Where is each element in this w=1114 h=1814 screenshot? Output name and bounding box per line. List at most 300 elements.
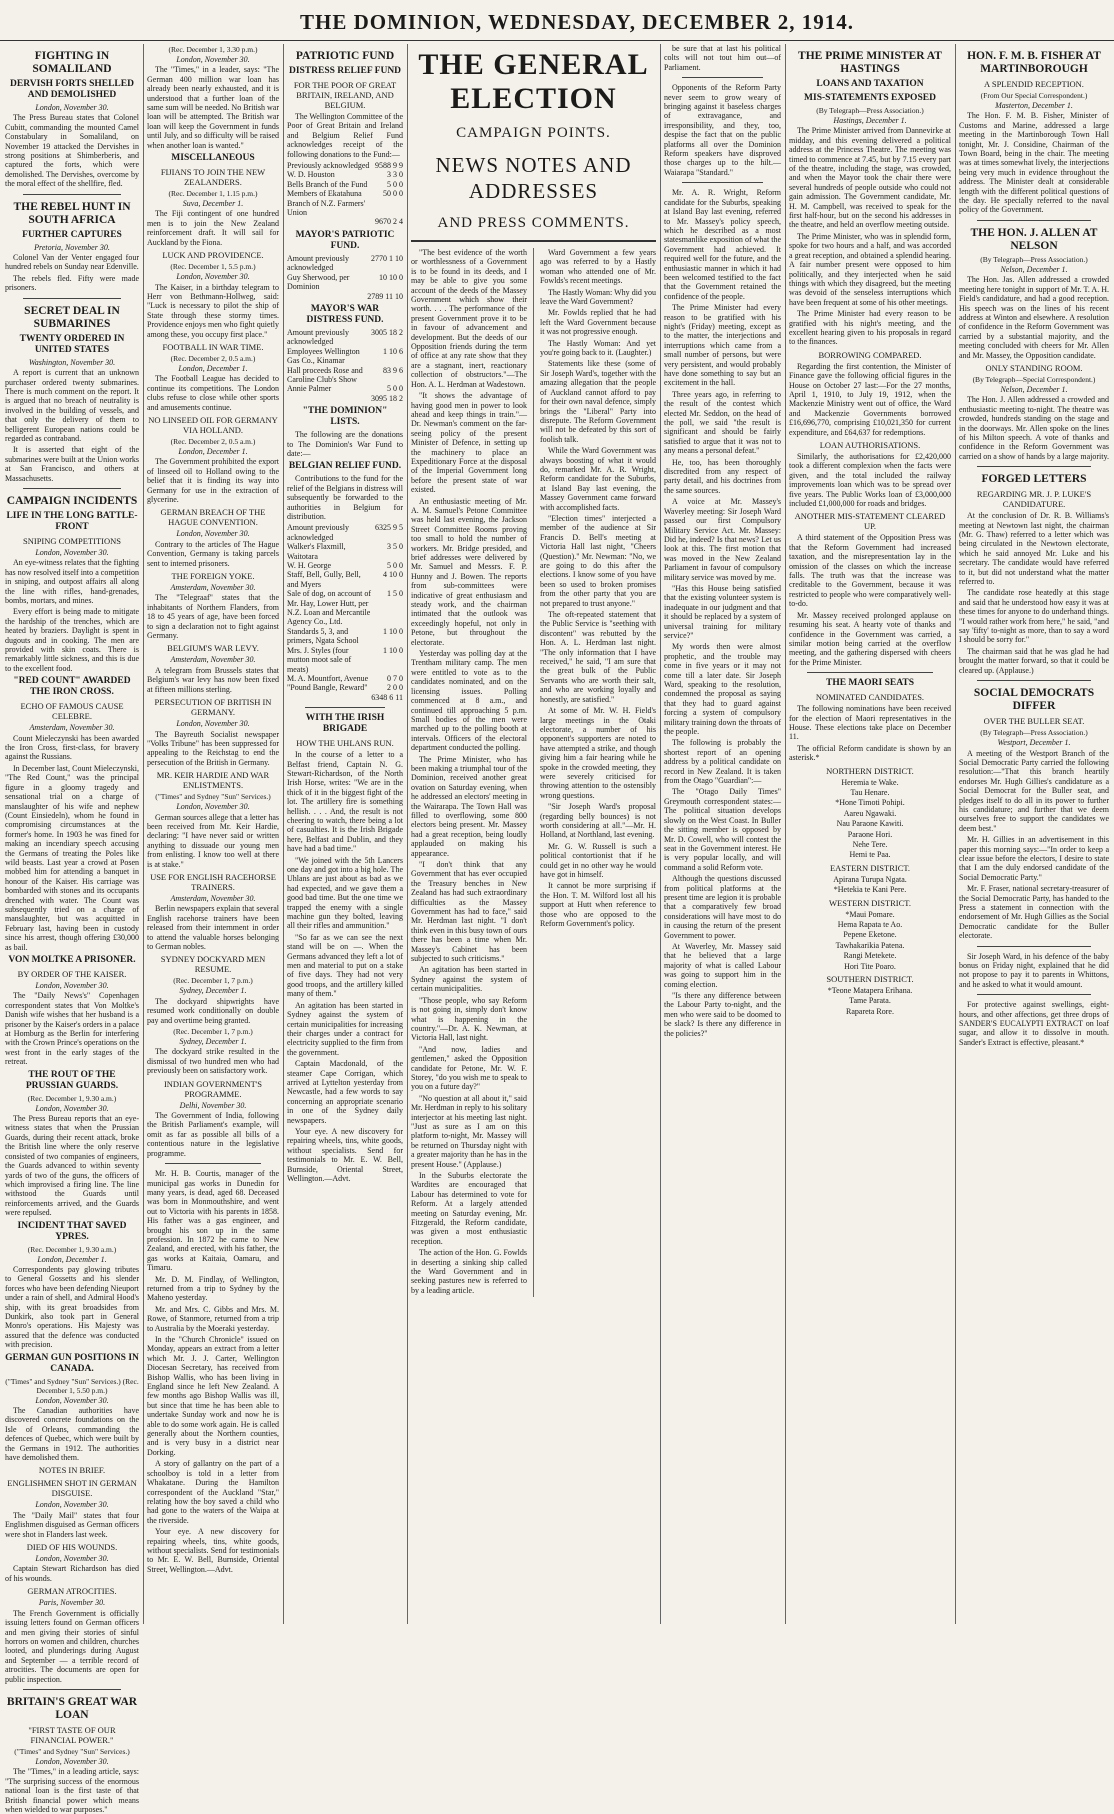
table-row xyxy=(287,683,403,692)
divider xyxy=(682,182,763,183)
dateline: London, December 1. xyxy=(178,363,248,373)
section-heading: FOOTBALL IN WAR TIME. xyxy=(162,341,264,352)
article-paragraph: Ward Government a few years ago was referred to by a Hastly woman who attended one of Mr. Fowlds's recent meetings. xyxy=(539,248,656,286)
dateline: Amsterdam, November 30. xyxy=(170,583,256,593)
section-heading: BELGIUM'S WAR LEVY. xyxy=(167,643,259,654)
article-paragraph: Contributions to the fund for the relief of the Belgians in distress will subsequently be forwarded to the authorities in Belgium for distribution. xyxy=(287,474,403,521)
table-row xyxy=(287,161,403,170)
donor-name: Bells Branch of the Fund xyxy=(287,179,368,189)
article-paragraph: A telegram from Brussels states that Belgium's war levy has now been fixed at fifteen millions sterling. xyxy=(147,665,279,694)
candidate-name: Rapareta Rore. xyxy=(846,1006,894,1016)
table-total xyxy=(287,394,403,403)
candidate-name: Hori Tite Poaro. xyxy=(844,961,896,971)
section-heading: USE FOR ENGLISH RACEHORSE TRAINERS. xyxy=(150,871,276,892)
table-row xyxy=(287,589,403,627)
article-paragraph: The action of the Hon. G. Fowlds in deserting a sinking ship called the Ward Government and in seeking pastures new is referred to by a leading article. xyxy=(411,1248,528,1295)
section-heading: NO LINSEED OIL FOR GERMANY VIA HOLLAND. xyxy=(148,414,278,435)
section-heading: LUCK AND PROVIDENCE. xyxy=(162,250,264,261)
headline: THE PRIME MINISTER AT HASTINGS xyxy=(798,50,942,75)
column-rule xyxy=(407,44,408,1624)
dateline: Masterton, December 1. xyxy=(995,101,1073,110)
article-paragraph: An eye-witness relates that the fighting has now resolved itself into a competition in sniping, and outpost affairs all along the line with rifles, hand-grenades, bombs, mortars, and mines. xyxy=(5,558,139,605)
article-paragraph: My words then were almost prophetic, and the trouble may come in five years or it may not come till a later date. Sir Joseph Ward, speaking to the resolution, condemned the proposal as saying that they had to guard against forcing a system of compulsory military training down the throats of the people. xyxy=(664,642,781,737)
district-heading: EASTERN DISTRICT. xyxy=(829,862,911,873)
article-paragraph: An agitation has been started in Sydney against the system of certain municipalities. xyxy=(411,965,528,994)
received-note: ("Times" and Sydney "Sun" Services.) xyxy=(155,792,271,802)
headline: PATRIOTIC FUND xyxy=(295,50,395,62)
total-amount: 3095 18 2 xyxy=(371,393,403,403)
article-paragraph: The Prime Minister, who has been making a triumphal tour of the Dominion, received another great ovation on Saturday evening, when he addressed an electors' meeting in the Wairarapa. The Town Hall was filled to overflowing, some 800 electors being present. Mr. Massey had a great reception, being loudly applauded on making his appearance. xyxy=(411,754,528,858)
article-paragraph: At Waverley, Mr. Massey said that he believed that a large majority of what is called Labour was going to support him in the coming election. xyxy=(664,941,781,989)
article-paragraph: Every effort is being made to mitigate the hardship of the trenches, which are heated by braziers. Daylight is spent in dugouts and in cooking. The men are provided with skin coats. There is remarkably little sickness, and this is due to the excellent food. xyxy=(5,607,139,673)
section-heading: PERSECUTION OF BRITISH IN GERMANY. xyxy=(154,697,272,718)
article-paragraph: In December last, Count Mieleczynski, "The Red Count," was the principal figure in a gloomy tragedy and sensational trial on a charge of manslaughter of his wife and nephew (Count Einsiedeln), whom he found in compromising circumstances at the former's home. In 1903 he was fined for making an incendiary speech accusing the Germans of treating the Poles like wild beasts. Last year a crowd at Posen mobbed him for attending a banquet in honour of the Kaiser. His carriage was bombarded with stones and its occupants drenched with water. The Count was subsequently tried on a charge of manslaughter, but was acquitted in February last, having been in custody since his arrest, though offering £30,000 as bail. xyxy=(5,763,139,952)
section-heading: SYDNEY DOCKYARD MEN RESUME. xyxy=(160,954,266,975)
divider xyxy=(977,994,1091,995)
article-paragraph: The candidate rose heatedly at this stage and said that he understood how easy it was at these times for anyone to do underhand things. "I would rather work from here," he said, "and say 'fifty' to-night as more, than to say a word I should be sorry for." xyxy=(959,588,1109,645)
donor-name: Sale of dog, on account of Mr. Hay, Lower Hutt, per N.Z. Loan and Mercantile Agency Co., Ltd. xyxy=(287,589,371,627)
dateline: London, November 30. xyxy=(35,103,109,112)
source-note: (By Telegraph—Press Association.) xyxy=(980,728,1088,738)
headline: SOCIAL DEMOCRATS DIFFER xyxy=(973,687,1095,713)
divider xyxy=(411,240,656,242)
headline: BRITAIN'S GREAT WAR LOAN xyxy=(6,1695,138,1721)
article-paragraph: Mr. H. B. Courtis, manager of the municipal gas works in Dunedin for many years, is dead, aged 68. Deceased was born in Monmouthshire, and went out to Victoria with his parents in 1858. His father was a gas engineer, and brought his son up in the same profession. In 1872 he came to New Zealand, and erected, with his father, the gas works at Kaitaia, Oamaru, and Timaru. xyxy=(147,1169,279,1273)
dateline: London, November 30. xyxy=(176,719,250,729)
article-paragraph: German sources allege that a letter has been received from Mr. Keir Hardie, declaring: "I have never said or written anything to dissuade our young men from enlisting. I know too well at there is at stake." xyxy=(147,812,279,869)
donor-name: Walker's Flaxmill, Waitotara xyxy=(287,542,346,561)
received-note: (Rec. December 1, 9.30 a.m.) xyxy=(27,1093,117,1103)
divider xyxy=(23,298,121,299)
donor-name: Annie Palmer xyxy=(287,384,332,394)
article-paragraph: The "Times," in a leader, says: "The German 400 million war loan has already been nearly exhausted, and it is understood that a further loan of the same sum will be needed. No British war loan will be attempted. The British war loan will keep the Government in funds until July, and so difficulty will be raised when another loan is wanted." xyxy=(147,65,279,150)
article-paragraph: The oft-repeated statement that the Public Service is "seething with discontent" was rebutted by the Hon. A. L. Herdman last night. "The only information that I have received," he said, "I am sure that the great bulk of the Public Servants who are worth their salt, and who are working loyally and honestly, are satisfied." xyxy=(539,610,656,704)
section-heading: HOW THE UHLANS RUN. xyxy=(296,738,394,749)
section-heading: BY ORDER OF THE KAISER. xyxy=(17,969,127,979)
article-paragraph: A report is current that an unknown purchaser ordered twenty submarines. There is much comment on the report. It is argued that no breach of neutrality is involved in the building of vessels, and that only the delivery of them to belligerent European nations could be regarded as contraband. xyxy=(5,368,139,443)
candidate-name: *Maui Pomare. xyxy=(845,909,895,919)
article-paragraph: The Hastly Woman: And yet you're going back to it. (Laughter.) xyxy=(539,338,656,358)
received-note: ("Times" and Sydney "Sun" Services.) (Rec. December 1, 5.50 p.m.) xyxy=(5,1376,139,1395)
article-paragraph: Similarly, the authorisations for £2,420,000 took a different complexion when the facts were given, and the total included the railway improvements loan which was to be spread over five years. The Public Works loan of £3,000,000 included £1,000,000 for roads and bridges. xyxy=(789,452,951,509)
section-heading: INDIAN GOVERNMENT'S PROGRAMME. xyxy=(163,1078,263,1099)
article-paragraph: "We joined with the 5th Lancers one day and got into a big hole. The Uhlans are just about as bad as we had expected, and we gave them a good bad time. But the one time we trapped the enemy with a single machine gun they bolted, leaving all their rifles and ammunition." xyxy=(287,855,403,931)
donation-amount: 5 0 0 xyxy=(387,179,403,189)
advertisement: Your eye. A new discovery for repairing wheels, tins, white goods, without specialists. Send for testimonials to Mr. E. W. Bell, Burnside, Oriental Street, Wellington.—Advt. xyxy=(287,1126,403,1183)
section-heading: MR. KEIR HARDIE AND WAR ENLISTMENTS. xyxy=(156,770,270,791)
dateline: Hastings, December 1. xyxy=(833,116,907,125)
divider xyxy=(165,1163,261,1164)
donation-amount: 0 7 0 xyxy=(387,673,403,683)
candidate-name: *Hetekia te Kani Pere. xyxy=(833,885,907,895)
article-paragraph: The following are the donations to The Dominion's War Fund to date:— xyxy=(287,430,403,458)
headline: FIGHTING IN SOMALILAND xyxy=(32,50,112,75)
article-paragraph: The "Daily News's" Copenhagen correspondent states that Von Moltke's Danish wife wishes that her husband is a prisoner by the Kaiser's orders in a palace at Homburg as the Berlin for interfering with the Crown Prince's operations on the west front in the early stages of the retreat. xyxy=(5,991,139,1067)
table-total xyxy=(287,217,403,226)
source-note: (By Telegraph—Press Association.) xyxy=(816,106,924,115)
subheadline: "RED COUNT" AWARDED THE IRON CROSS. xyxy=(13,676,131,698)
article-paragraph: The Press Bureau reports that an eye-witness states that when the Prussian Guards, during their recent attack, broke the British line where the only reserve consisted of two companies of engineers, the Guards advanced to within seventy yards of two of the guns, the officers of which improvised a firing line. The line withstood the Guards until reinforcements arrived, and the Guards were repulsed. xyxy=(5,1114,139,1218)
article-paragraph: The Hon. Jas. Allen addressed a crowded meeting here tonight in support of Mr. T. A. H. Field's candidature, and had a good reception. His speech was on the lines of his recent address at Winton and elsewhere. A resolution of confidence in the Reform Government was carried by a substantial majority, and the meeting concluded with cheers for Mr. Allen and Mr. Massey, the Opposition candidate. xyxy=(959,275,1109,360)
donor-name: W. D. Houston xyxy=(287,170,335,180)
dateline: London, December 1. xyxy=(37,1254,107,1264)
section-heading: REGARDING MR. J. P. LUKE'S CANDIDATURE. xyxy=(976,489,1092,510)
article-paragraph: A meeting of the Westport Branch of the Social Democratic Party carried the following resolution:—"That this branch heartily endorses Mr. Hugh Gillies's candidature as a Social Democrat for the Buller seat, and pledges itself to do all in its power to further his candidature; and further that we deem ourselves free to support the candidates we deem best." xyxy=(959,748,1109,833)
donor-name: Previously acknowledged xyxy=(287,161,370,171)
election-section xyxy=(411,44,656,1624)
subheadline: DISTRESS RELIEF FUND xyxy=(288,66,402,76)
subheadline: TWENTY ORDERED IN UNITED STATES xyxy=(19,333,125,355)
donor-name: Employees Wellington Gas Co., Kinamar xyxy=(287,346,360,366)
donation-amount: 4 10 0 xyxy=(383,570,403,580)
article-paragraph: The Kaiser, in a birthday telegram to Herr von Bethmann-Hollweg, said: "Luck is necessary to pilot the ship of State through these stormy times. Providence enjoys men who fight quietly among these, you occupy first place." xyxy=(147,282,279,339)
article-paragraph: Correspondents pay glowing tributes to General Gossetts and his slender forces who have been defending Nieuport under a rain of shell, and Admiral Hood's ship, with its great broadsides from Dunkirk, also took part in General Monro's operations. His Majesty was assured that the defence was conducted with precision. xyxy=(5,1264,139,1350)
table-total xyxy=(287,693,403,702)
subheadline: LIFE IN THE LONG BATTLE-FRONT xyxy=(6,510,138,532)
headline: FORGED LETTERS xyxy=(981,473,1087,486)
article-paragraph: Captain Macdonald, of the steamer Cape Corrigan, which arrived at Lyttelton yesterday from Newcastle, had a few words to say concerning an appropriate scenario in one of the Sydney daily newspapers. xyxy=(287,1059,403,1125)
article-paragraph: The "Times," in a leading article, says: "The surprising success of the enormous national loan is the first taste of that British financial power which means when wielded to war purposes." xyxy=(5,1767,139,1814)
section-heading: LOAN AUTHORISATIONS. xyxy=(819,440,921,450)
divider xyxy=(305,707,385,708)
donation-amount: 10 10 0 xyxy=(379,272,403,282)
article-paragraph: Mr. F. Fraser, national secretary-treasurer of the Social Democratic Party, has handed to the Press a statement in connection with the endorsement of Mr. Hugh Gillies as the Social Democratic candidate for the Buller electorate. xyxy=(959,884,1109,941)
article-paragraph: The "Otago Daily Times" Greymouth correspondent states:—The political situation develops slowly on the West Coast. In Buller the sitting member is opposed by Mr. D. Cowell, who will contest the seat in the Government interest. He is very popular locally, and will command a solid Reform vote. xyxy=(664,787,781,872)
article-paragraph: Captain Stewart Richardson has died of his wounds. xyxy=(5,1564,139,1583)
article-paragraph: The chairman said that he was glad he had brought the matter forward, so that it could be cleared up. (Applause.) xyxy=(959,646,1109,675)
section-heading: "FIRST TASTE OF OUR FINANCIAL POWER." xyxy=(28,1724,116,1745)
advertisement: For protective against swellings, eight-hours, and other affections, get three drops of SANDER'S EUCALYPTI EXTRACT on loaf sugar, and allow it to dissolve in mouth. Sander's Extract is effective, pleasant.* xyxy=(959,1000,1109,1047)
article-paragraph: Mr. and Mrs. C. Gibbs and Mrs. M. Rowe, of Stanmore, returned from a trip to Australia by the Moeraki yesterday. xyxy=(147,1304,279,1333)
dateline: London, November 30. xyxy=(176,272,250,282)
article-paragraph: The following nominations have been received for the election of Maori representatives in the House. These elections take place on December 11. xyxy=(789,704,951,742)
article-paragraph: An enthusiastic meeting of Mr. A. M. Samuel's Petone Committee was held last evening, the Jackson Street Committee Rooms proving too small to hold the number of workers. Mr. Bridge presided, and brief addresses were delivered by Mr. Samuel and Messrs. F. P. Hunny and J. Bowen. The reports from sub-committees were indicative of great enthusiasm and steady work, and the chairman intimated that the outlook was exceedingly hopeful, not only in Petone, but throughout the electorate. xyxy=(411,496,528,647)
election-subheadline: CAMPAIGN POINTS. xyxy=(456,125,611,141)
masthead-title: THE DOMINION, WEDNESDAY, DECEMBER 2, 1914. xyxy=(300,10,855,34)
headline: HON. F. M. B. FISHER AT MARTINBOROUGH xyxy=(967,50,1101,75)
donations-table xyxy=(287,161,403,227)
candidate-name: Tawhakarikia Patena. xyxy=(835,940,905,950)
received-note: (Rec. December 1, 7 p.m.) xyxy=(173,976,253,986)
article-paragraph: The Hon. F. M. B. Fisher, Minister of Customs and Marine, addressed a large meeting in the Martinborough Town Hall tonight, Mr. J. Considine, Chairman of the Town Board, being in the chair. The meeting was at times somewhat lively, the interjections being very much in evidence throughout the address. The Minister dealt at considerable length with the different political questions of the day. He specially referred to the naval policy of the Government. xyxy=(959,111,1109,215)
article-paragraph: At some of Mr. W. H. Field's large meetings in the Otaki electorate, a number of his opponent's supporters are noted to have attempted a strike, and though giving him a fair hearing while he spoke in the crowded meeting, they were severely criticised for throwing attention to the ostensibly wrong questions. xyxy=(539,706,656,800)
article-paragraph: The Government prohibited the export of linseed oil to Holland owing to the belief that it is finding its way into Germany for use in the extraction of glycerine. xyxy=(147,457,279,504)
divider xyxy=(977,946,1091,947)
article-paragraph: It cannot be more surprising if the Hon. T. M. Wilford lost all his support at Hutt when reference to those who are opposed to the Reform Government's policy. xyxy=(539,881,656,929)
article-paragraph: "And now, ladies and gentlemen," asked the Opposition candidate for Petone, Mr. W. F. Storey, "do you wish me to speak to you on a future day?" xyxy=(411,1044,528,1092)
article-paragraph: An agitation has been started in Sydney against the system of certain municipalities for increasing their charges under a contract for electricity supplied to the firm from the government. xyxy=(287,1000,403,1057)
article-paragraph: "Election times" interjected a member of the audience at Sir Francis D. Bell's meeting at Victoria Hall last night, "Cheers (Question)." Mr. Newman: "No, we are going to do this after the elections. I know some of you have been so used to broken promises from the other party that you are not prepared to trust anyone." xyxy=(539,513,656,608)
candidate-name: Nehe Tere. xyxy=(852,840,888,849)
section-heading: GERMAN BREACH OF THE HAGUE CONVENTION. xyxy=(160,507,266,528)
donation-amount: 50 0 0 xyxy=(383,189,403,199)
source-note: (From Our Special Correspondent.) xyxy=(980,91,1088,100)
table-row xyxy=(287,570,403,589)
dateline: Nelson, December 1. xyxy=(1000,264,1068,274)
donation-amount: 1 5 0 xyxy=(387,589,403,599)
table-row xyxy=(287,170,403,179)
dateline: Westport, December 1. xyxy=(997,738,1071,748)
article-paragraph: Berlin newspapers explain that several English racehorse trainers have been released from their internment in order to attend the valuable horses belonging to German nobles. xyxy=(147,904,279,951)
received-note: (Rec. December 1, 3.30 p.m.) xyxy=(168,45,258,54)
article-paragraph: "Is there any difference between the Labour Party to-night, and the men who were said to be doomed to be slack? Is there any difference in the policies?" xyxy=(664,991,781,1038)
dateline: Sydney, December 1. xyxy=(179,986,247,996)
table-row xyxy=(287,561,403,570)
advertisement: Your eye. A new discovery for repairing wheels, tins, white goods, without specialists. Send for testimonials to Mr. E. W. Bell, Burnside, Oriental Street, Wellington.—Advt. xyxy=(147,1527,279,1574)
dateline: Amsterdam, November 30. xyxy=(29,723,115,733)
dateline: London, November 30. xyxy=(35,1395,109,1405)
article-paragraph: The following is probably the shortest report of an opening address by a political candidate on record in New Zealand. It is taken from the Otago "Guardian":— xyxy=(664,738,781,786)
article-paragraph: A third statement of the Opposition Press was that the Reform Government had increased taxation, and the misrepresentation lay in the omission of the classes on which the increase falls. The truth was that the increase was creditable to the Government, because it was restricted to people who were comparatively well-to-do. xyxy=(789,533,951,609)
column-1 xyxy=(5,44,139,1814)
article-paragraph: He, too, has been thoroughly discredited from any respect of party detail, and his doctrines from the same sources. xyxy=(664,457,781,495)
donor-name: "Pound Bangle, Reward" xyxy=(287,683,368,693)
dateline: London, December 1. xyxy=(178,446,248,456)
article-paragraph: It is asserted that eight of the submarines were built at the Union works at San Francisco, and others at Massachusetts. xyxy=(5,445,139,483)
donation-amount: 9588 9 9 xyxy=(375,161,403,171)
subheadline: THE MAORI SEATS xyxy=(826,678,914,689)
column-rule xyxy=(143,44,144,1624)
article-paragraph: In the "Church Chronicle" issued on Monday, appears an extract from a letter which Mr. J. J. Carter, Wellington Diocesan Secretary, has received from Bishop Wallis, who has been living in England since he left New Zealand. A few months ago Bishop Wallis was ill, but since that time he has been able to undertake Sunday work and now he is able to do some work again. He is called generally about the Northern counties, and is very busy in a district near Dorking. xyxy=(147,1335,279,1457)
column-rule xyxy=(533,248,534,1297)
election-headline: NEWS NOTES AND ADDRESSES xyxy=(435,153,632,203)
article-paragraph: Mr. G. W. Russell is such a political contortionist that if he could get in no other way he would have got in himself. xyxy=(539,841,656,879)
headline: CAMPAIGN INCIDENTS xyxy=(6,494,138,507)
donor-name: Members of Ekatahuna Branch of N.Z. Farmers' Union xyxy=(287,189,366,218)
election-left-column xyxy=(411,248,527,1297)
candidate-name: Nau Paraone Kawiti. xyxy=(836,819,904,829)
election-subheadline: AND PRESS COMMENTS. xyxy=(437,215,630,231)
donation-amount: 1 10 0 xyxy=(383,626,403,636)
dateline: London, November 30. xyxy=(35,1756,109,1766)
section-heading: GERMAN ATROCITIES. xyxy=(27,1586,117,1597)
table-row xyxy=(287,273,403,292)
dateline: Amsterdam, November 30. xyxy=(170,655,256,665)
dateline: London, November 30. xyxy=(35,981,109,990)
table-row xyxy=(287,542,403,561)
article-paragraph: "Has this House being satisfied that the existing volunteer system is inadequate in our judgment and that it should be replaced by a system of universal training for military service?" xyxy=(664,583,781,640)
section-heading: THE FOREIGN YOKE. xyxy=(171,571,255,582)
article-paragraph: The dockyard strike resulted in the dismissal of two hundred men who had previously been on satisfactory work. xyxy=(147,1047,279,1076)
divider xyxy=(807,672,933,673)
article-paragraph: "It shows the advantage of having good men in power to look ahead and keep things in train."—Dr. Newman's comment on the far-seeing policy of the present Minister of Defence, in setting up the machinery to place an Expeditionary Force at the disposal of the Imperial Government long before the present state of war existed. xyxy=(411,391,528,495)
received-note: (Rec. December 1, 7 p.m.) xyxy=(173,1027,253,1037)
article-paragraph: Although the questions discussed from political platforms at the present time are legion it is probable that a comparatively few broad considerations will have most to do in causing the return of the present Government to power. xyxy=(664,874,781,940)
article-paragraph: The Bayreuth Socialist newspaper "Volks Tribune" has been suppressed for appealing to the Reichstag to end the persecution of the British in Germany. xyxy=(147,729,279,767)
section-heading: OVER THE BULLER SEAT. xyxy=(983,716,1085,727)
dateline: London, November 30. xyxy=(35,1554,109,1564)
section-heading: SNIPING COMPETITIONS xyxy=(23,535,121,546)
subheadline: MAYOR'S WAR DISTRESS FUND. xyxy=(306,303,384,325)
article-paragraph: "Sir Joseph Ward's proposal (regarding belly bounces) is not worth considering at all."—Mr. H. Holland, at Northland, last evening. xyxy=(539,802,656,840)
candidate-name: Pepene Eketone. xyxy=(843,930,897,940)
headline: THE REBEL HUNT IN SOUTH AFRICA xyxy=(13,200,131,226)
article-paragraph: The Prime Minister, who was in splendid form, spoke for two hours and a half, and was accorded a great reception, and obtained a splendid hearing. A fair number present were opposed to him politically, and they interjected when he said things with which they disagreed, but the meeting was devoid of the senseless interruptions which have been frequent at some of his other meetings. xyxy=(789,231,951,307)
table-row xyxy=(287,347,403,366)
table-row xyxy=(287,366,403,385)
headline: THE HON. J. ALLEN AT NELSON xyxy=(970,226,1098,252)
article-paragraph: "I don't think that any Government that has ever occupied the Treasury benches in New Zealand has had such extraordinary difficulties as the Massey Government has had to face," said Mr. Herdman last night. "I don't think even in this busy town of ours there has been a time when Mr. Massey's Cabinet has been subjected to such criticisms." xyxy=(411,860,528,964)
article-paragraph: A story of gallantry on the part of a schoolboy is told in a letter from Whakatane. During the Hamilton correspondent of the Auckland "Star," relating how the boy saved a child who had gone to the waters of the Waipa at the riverside. xyxy=(147,1459,279,1525)
article-paragraph: At the conclusion of Dr. R. B. Williams's meeting at Newtown last night, the chairman (Mr. G. Thaw) referred to a letter which was being circulated in the Newtown electorate, which he said annoyed Mr. Luke and his secretary. The candidate would have referred to it, but did not understand what the matter referred to. xyxy=(959,511,1109,587)
section-heading: BORROWING COMPARED. xyxy=(818,349,922,360)
article-paragraph: The dockyard shipwrights have resumed work conditionally on double pay and overtime being granted. xyxy=(147,996,279,1025)
article-paragraph: Mr. D. M. Findlay, of Wellington, returned from a trip to Sydney by the Maheno yesterday. xyxy=(147,1274,279,1303)
subheadline: WITH THE IRISH BRIGADE xyxy=(305,713,385,735)
received-note: (Rec. December 2, 0.5 a.m.) xyxy=(170,436,256,446)
article-paragraph: Mr. Massey received prolonged applause on resuming his seat. A hearty vote of thanks and confidence in the Government was carried, a similar motion being carried at the overflow meeting, and the gathering dispersed with cheers for the Prime Minister. xyxy=(789,610,951,667)
donor-name: Hall proceeds Rose and Caroline Club's Show xyxy=(287,365,363,384)
table-row xyxy=(287,189,403,217)
article-paragraph: The Hon. J. Allen addressed a crowded and enthusiastic meeting to-night. The theatre was crowded, hundreds standing on the stage and in the doorways. Mr. Allen spoke on the lines of his Milton speech. A vote of thanks and confidence in the Reform Government was carried on a show of hands by a large majority. xyxy=(959,395,1109,461)
table-row xyxy=(287,674,403,683)
column-rule xyxy=(283,44,284,1624)
section-heading: FOR THE POOR OF GREAT BRITAIN, IRELAND, AND BELGIUM. xyxy=(293,80,397,110)
article-paragraph: Mr. A. R. Wright, Reform candidate for the Suburbs, speaking at Island Bay last evening, referred to Mr. Massey's policy speech, which he described as a most statesmanlike exposition of what the Government had achieved. It required well for the future, and the enthusiastic manner in which it had been welcomed testified to the fact that the Government retained the confidence of the people. xyxy=(664,188,781,301)
table-row xyxy=(287,646,403,674)
masthead xyxy=(0,0,1114,41)
column-2 xyxy=(147,44,279,1624)
candidate-name: Rangi Metekete. xyxy=(843,951,897,961)
article-paragraph: In the Suburbs electorate the Wardites are encouraged that Labour has determined to vote for Reform. At a largely attended meeting on Saturday evening, Mr. Fitzgerald, the Reform candidate, was given a most enthusiastic reception. xyxy=(411,1171,528,1246)
article-paragraph: "Those people, who say Reform is not going in, simply don't know what is happening in the country."—Dr. A. K. Newman, at Victoria Hall, last night. xyxy=(411,995,528,1043)
candidate-name: *Hone Timoti Pohipi. xyxy=(835,798,905,808)
section-heading: ANOTHER MIS-STATEMENT CLEARED UP. xyxy=(794,511,946,532)
source-note: (By Telegraph—Special Correspondent.) xyxy=(972,374,1096,384)
column-rule xyxy=(955,44,956,1624)
section-heading: NOMINATED CANDIDATES. xyxy=(815,692,925,703)
section-heading: DIED OF HIS WOUNDS. xyxy=(26,1542,118,1553)
dateline: Amsterdam, November 30. xyxy=(170,893,256,903)
table-total xyxy=(287,292,403,301)
donation-amount: 5 0 0 xyxy=(387,384,403,394)
dateline: Sydney, December 1. xyxy=(179,1037,247,1047)
received-note: (Rec. December 1, 9.30 a.m.) xyxy=(27,1244,117,1254)
column-rule xyxy=(785,44,786,1624)
article-paragraph: Regarding the first contention, the Minister of Finance gave the following official figures in the House on October 27 last:—For the 27 months, April 1, 1910, to July 19, 1912, when the Mackenzie Ministry went out of office, the Ward and Mackenzie Governments borrowed £16,696,770, comprising £10,021,350 for current expenditure, and £64,637 for redemptions. xyxy=(789,361,951,437)
column-6 xyxy=(664,44,781,1624)
article-paragraph: The rebels fled. Fifty were made prisoners. xyxy=(5,273,139,293)
donation-amount: 2 0 0 xyxy=(387,683,403,693)
article-paragraph: Statements like these (some of Sir Joseph Ward's, together with the amazing allegation that the people of Auckland cannot afford to pay for their own naval defence, simply brings the "Liberal" Party into disrepute. The Reform Government will not be defeated by this sort of foolish talk. xyxy=(539,359,656,444)
dateline: London, November 30. xyxy=(35,1103,109,1113)
headline: SECRET DEAL IN SUBMARINES xyxy=(24,304,120,330)
article-paragraph: In the course of a letter to a Belfast friend, Captain N. G. Stewart-Richardson, of the North Irish Horse, writes: "We are in the thick of it in the biggest fight of the lot. The artillery fire is something hellish. . . . And, the result is not cheering to watch, there being a lot of casualties. It is the Irish Brigade here, Belfast and Dublin, and they have had a bad time." xyxy=(287,750,403,854)
table-row xyxy=(287,384,403,393)
received-note: (Rec. December 1, 5.5 p.m.) xyxy=(170,262,256,272)
divider xyxy=(682,77,763,78)
dateline: Paris, November 30. xyxy=(38,1598,106,1608)
section-heading: NOTES IN BRIEF. xyxy=(38,1465,106,1476)
total-amount: 9670 2 4 xyxy=(375,217,403,227)
candidate-name: Apirana Turupa Ngata. xyxy=(833,874,907,884)
section-heading: FIJIANS TO JOIN THE NEW ZEALANDERS. xyxy=(160,167,266,188)
donor-name: Mrs. J. Styles (four mutton moot sale of meats) xyxy=(287,645,352,674)
article-paragraph: A voice at Mr. Massey's Waverley meeting: Sir Joseph Ward passed our first Compulsory Military Service Act. Mr. Massey: Did he, indeed? Is that news? Let us look at this. The first motion that was moved in the New Zealand Parliament in favour of compulsory military service was moved by me. xyxy=(664,497,781,582)
total-amount: 2789 11 10 xyxy=(367,291,403,301)
donor-name: W. H. George xyxy=(287,561,331,571)
column-7 xyxy=(789,44,951,1624)
article-paragraph: While the Ward Government was always boosting of what it would do, remarked Mr. A. R. Wright, Reform candidate for the Suburbs, at Island Bay last evening, the Massey Government came forward with accomplished facts. xyxy=(539,446,656,512)
column-rule xyxy=(660,44,661,1624)
district-heading: NORTHERN DISTRICT. xyxy=(826,765,914,776)
dateline: London, November 30. xyxy=(35,547,109,557)
donor-name: M. A. Mountfort, Avenue xyxy=(287,673,369,683)
divider xyxy=(23,488,121,489)
article-paragraph: The Prime Minister arrived from Dannevirke at midday, and this evening delivered a political address at the Princess Theatre. The meeting was timed to commence at 7.45, but by 7.15 every part of the theatre, including the stage, was crowded, and when the Mayor took the chair there were several hundreds of people outside who could not gain admission. The Government candidate, Mr. H. M. Campbell, was received to speak for the first half-hour, but on the second his addresses in the theatre, and held an overflow meeting outside. xyxy=(789,126,951,230)
article-paragraph: The Fiji contingent of one hundred men is to join the New Zealand reinforcement draft. It will sail for Auckland by the Fiona. xyxy=(147,209,279,247)
article-paragraph: The Press Bureau states that Colonel Cubitt, commanding the mounted Camel Constabulary in Somaliland, on November 19 attacked the Dervishes in strong positions at Shimberberis, and captured the forts, which were demolished. The Dervishes, overcome by the moral effect of the shellfire, fled. xyxy=(5,113,139,189)
donor-name: Amount previously acknowledged xyxy=(287,523,349,542)
article-paragraph: The Hastly Woman: Why did you leave the Ward Government? xyxy=(539,287,656,307)
candidate-name: Paraone Hori. xyxy=(847,829,893,839)
received-note: ("Times" and Sydney "Sun" Services.) xyxy=(14,1746,130,1756)
column-8 xyxy=(959,44,1109,1624)
subheadline: MIS-STATEMENTS EXPOSED xyxy=(804,93,936,103)
total-amount: 6348 6 11 xyxy=(371,692,403,702)
dateline: London, November 30. xyxy=(176,802,250,812)
candidate-name: Heremia te Wake. xyxy=(841,777,899,787)
subheadline: VON MOLTKE A PRISONER. xyxy=(8,955,136,965)
dateline: Delhi, November 30. xyxy=(179,1100,247,1110)
table-row xyxy=(287,328,403,347)
district-heading: WESTERN DISTRICT. xyxy=(828,897,911,908)
subheadline: GERMAN GUN POSITIONS IN CANADA. xyxy=(5,1352,139,1374)
article-paragraph: The Government of India, following the British Parliament's example, will omit as far as possible all bills of a contentious nature in the legislative programme. xyxy=(147,1111,279,1158)
article-paragraph: Colonel Van der Venter engaged four hundred rebels on Sunday near Edenville. xyxy=(5,253,139,272)
candidate-name: Aareu Ngawaki. xyxy=(843,808,897,818)
dateline: Pretoria, November 30. xyxy=(34,242,110,252)
dateline: London, November 30. xyxy=(176,529,250,539)
source-note: (By Telegraph—Press Association.) xyxy=(980,254,1088,264)
candidate-name: *Teone Matapera Erihana. xyxy=(827,986,913,996)
article-paragraph: The Canadian authorities have discovered concrete foundations on the Isle of Orleans, commanding the defences of Quebec, which were built by the Germans in 1912. The authorities have demolished them. xyxy=(5,1406,139,1463)
dateline: London, November 30. xyxy=(35,1500,109,1510)
article-paragraph: The French Government is officially issuing letters found on German officers and men giving their stories of sinful horrors on women and children, churches looted, and plunderings during August and September — a terrible record of atrocities. The documents are open for public inspection. xyxy=(5,1608,139,1684)
donation-amount: 2770 1 10 xyxy=(371,253,403,263)
donor-name: Amount previously acknowledged xyxy=(287,253,349,273)
subheadline: FURTHER CAPTURES xyxy=(22,229,122,240)
divider xyxy=(977,466,1091,467)
donations-table xyxy=(287,254,403,301)
donor-name: Guy Sherwood, per Dominion xyxy=(287,272,350,292)
article-paragraph: be sure that at last his political colts will not tout him out—of Parliament. xyxy=(664,44,781,72)
divider xyxy=(23,1689,121,1690)
donation-amount: 1 10 6 xyxy=(383,346,403,356)
donation-amount: 1 10 0 xyxy=(383,645,403,655)
election-right-column xyxy=(540,248,656,1297)
donation-amount: 6325 9 5 xyxy=(375,523,403,533)
article-paragraph: Three years ago, in referring to the result of the contest which elected Mr. Seddon, on the head of the poll, we said "the result is significant and should be fairly satisfied to argue that it was not to any means a personal defeat." xyxy=(664,389,781,456)
subheadline: DERVISH FORTS SHELLED AND DEMOLISHED xyxy=(10,79,134,100)
section-heading: A SPLENDID RECEPTION. xyxy=(984,79,1084,89)
article-paragraph: Contrary to the articles of The Hague Convention, Germany is taking parcels sent to interned prisoners. xyxy=(147,539,279,568)
article-paragraph: The Prime Minister had every reason to be gratified with his night's meeting, and the excellent hearing given to his proposals in regard to the finances. xyxy=(789,309,951,347)
dateline: Suva, December 1. xyxy=(182,199,244,209)
donation-amount: 3005 18 2 xyxy=(371,327,403,337)
subheadline: MISCELLANEOUS xyxy=(171,153,255,164)
table-row xyxy=(287,523,403,542)
divider xyxy=(977,220,1091,221)
article-paragraph: Count Mieleczynski has been awarded the Iron Cross, first-class, for bravery against the Russians. xyxy=(5,733,139,762)
article-paragraph: Sir Joseph Ward, in his defence of the baby bonus on Friday night, explained that he did not propose to pay it to parents in Whittons, and he asked to what it would amount. xyxy=(959,951,1109,989)
column-3 xyxy=(287,44,403,1624)
section-heading: ONLY STANDING ROOM. xyxy=(985,362,1083,373)
table-row xyxy=(287,254,403,273)
dateline: Nelson, December 1. xyxy=(1000,384,1068,394)
subheadline: MAYOR'S PATRIOTIC FUND. xyxy=(295,229,395,251)
donor-name: Amount previously acknowledged xyxy=(287,327,349,347)
